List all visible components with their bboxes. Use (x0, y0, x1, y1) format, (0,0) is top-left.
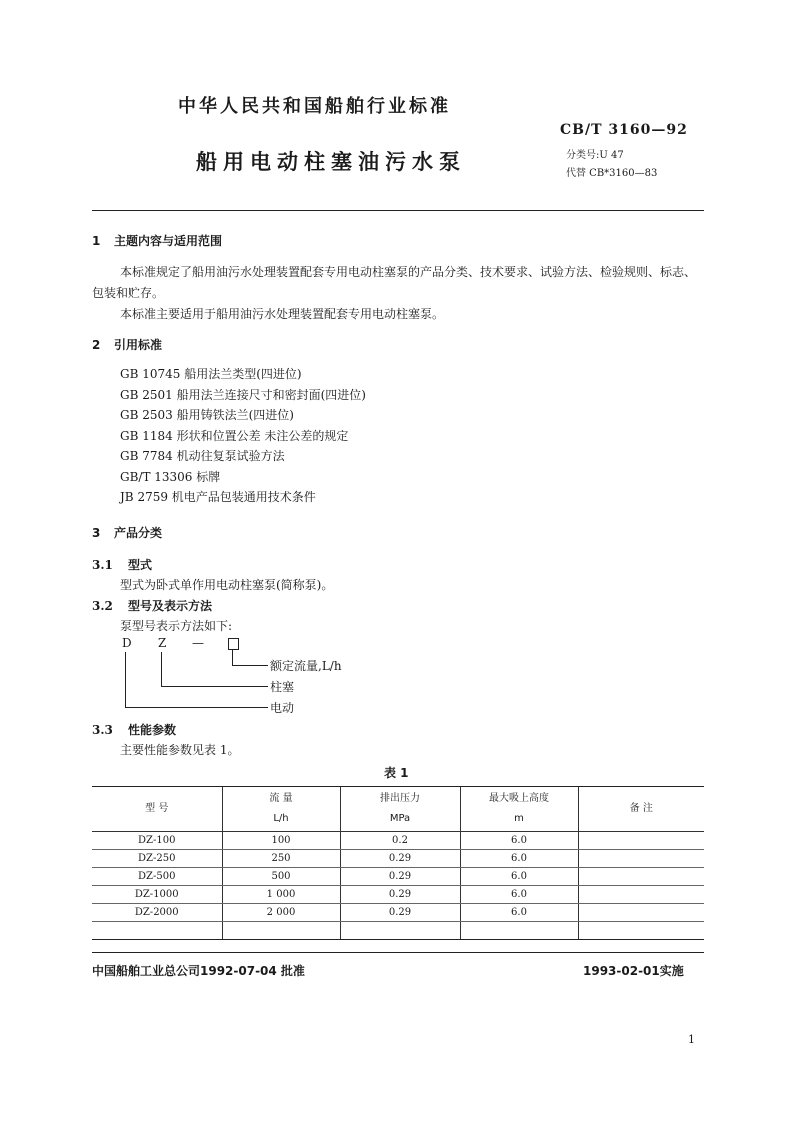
section-number: 3.3 (92, 723, 113, 737)
header-divider (92, 210, 704, 211)
reference-item: JB 2759 机电产品包装通用技术条件 (120, 490, 316, 504)
performance-table (92, 786, 704, 940)
table-row (92, 868, 704, 886)
document-title: 船用电动柱塞油污水泵 (196, 150, 466, 174)
header-model (92, 787, 222, 832)
section-3-3-heading (92, 721, 176, 738)
header-remarks (578, 787, 704, 832)
diagram-connector (125, 707, 268, 708)
cell-suction: 6.0 (460, 886, 578, 904)
section-1-heading (92, 232, 222, 249)
section-3-2-paragraph: 泵型号表示方法如下: (120, 619, 233, 633)
diagram-label-flow: 额定流量,L/h (270, 659, 342, 673)
org-title: 中华人民共和国船舶行业标准 (178, 96, 451, 117)
cell-pressure: 0.29 (340, 868, 460, 886)
header-flow-label: 流 量 (269, 793, 293, 804)
header-model-label: 型 号 (145, 803, 169, 814)
model-designation-diagram (116, 636, 396, 720)
reference-item: GB/T 13306 标牌 (120, 469, 221, 484)
classification-number: 分类号:U 47 (566, 150, 624, 161)
section-title: 型号及表示方法 (128, 599, 213, 613)
cell-remarks (578, 868, 704, 886)
effective-date: 1993-02-01实施 (583, 964, 684, 978)
cell-pressure: 0.29 (340, 886, 460, 904)
spacer-cell (222, 922, 340, 940)
cell-remarks (578, 850, 704, 868)
section-number: 3.1 (92, 558, 113, 572)
footer-divider (92, 952, 704, 953)
diagram-flow-box (228, 638, 239, 650)
section-3-1-heading (92, 556, 152, 573)
table-row (92, 832, 704, 850)
header-pressure-label: 排出压力 (380, 793, 420, 804)
page-number: 1 (688, 1033, 695, 1046)
spacer-cell (340, 922, 460, 940)
section-1-paragraph-2: 本标准主要适用于船用油污水处理装置配套专用电动柱塞泵。 (120, 307, 445, 321)
diagram-dash: — (192, 636, 204, 650)
cell-flow: 1 000 (222, 886, 340, 904)
table-row (92, 886, 704, 904)
cell-flow: 100 (222, 832, 340, 850)
section-title: 性能参数 (128, 723, 177, 737)
header-flow (222, 787, 340, 832)
cell-model: DZ-250 (92, 850, 222, 868)
section-number: 3 (92, 526, 101, 540)
cell-pressure: 0.29 (340, 850, 460, 868)
diagram-label-electric: 电动 (270, 701, 295, 715)
section-3-2-heading (92, 597, 212, 614)
cell-flow: 500 (222, 868, 340, 886)
spacer-cell (460, 922, 578, 940)
diagram-connector (125, 652, 126, 707)
cell-model: DZ-500 (92, 868, 222, 886)
diagram-connector (161, 652, 162, 686)
reference-item: GB 10745 船用法兰类型(四进位) (120, 367, 302, 381)
approval-statement: 中国船舶工业总公司1992-07-04 批准 (92, 964, 305, 978)
cell-model: DZ-2000 (92, 904, 222, 922)
diagram-connector (161, 686, 268, 687)
cell-pressure: 0.2 (340, 832, 460, 850)
diagram-letter-z: Z (158, 636, 167, 650)
cell-flow: 2 000 (222, 904, 340, 922)
header-remarks-label: 备 注 (629, 803, 653, 814)
header-pressure (340, 787, 460, 832)
table-row (92, 904, 704, 922)
diagram-label-plunger: 柱塞 (270, 680, 295, 694)
section-number: 1 (92, 234, 101, 248)
cell-suction: 6.0 (460, 850, 578, 868)
cell-remarks (578, 904, 704, 922)
section-3-1-paragraph: 型式为卧式单作用电动柱塞泵(简称泵)。 (120, 578, 334, 592)
section-3-3-paragraph: 主要性能参数见表 1。 (120, 743, 240, 757)
section-1-paragraph-1: 本标准规定了船用油污水处理装置配套专用电动柱塞泵的产品分类、技术要求、试验方法、检验规则、标志、包装和贮存。 (92, 265, 697, 300)
section-3-heading (92, 524, 162, 541)
cell-suction: 6.0 (460, 868, 578, 886)
spacer-cell (578, 922, 704, 940)
reference-item: GB 1184 形状和位置公差 未注公差的规定 (120, 428, 349, 443)
header-flow-unit: L/h (273, 813, 289, 824)
reference-item: GB 2503 船用铸铁法兰(四进位) (120, 408, 294, 422)
section-title: 型式 (128, 558, 153, 572)
header-suction-label: 最大吸上高度 (489, 793, 549, 804)
section-number: 2 (92, 338, 101, 352)
header-suction-unit: m (514, 813, 524, 824)
section-title: 主题内容与适用范围 (114, 234, 223, 248)
reference-list (120, 364, 366, 508)
cell-suction: 6.0 (460, 904, 578, 922)
table-header-row (92, 787, 704, 832)
standard-code: CB/T 3160—92 (560, 122, 688, 138)
section-number: 3.2 (92, 599, 113, 613)
diagram-letter-d: D (122, 636, 132, 650)
diagram-connector (232, 665, 268, 666)
section-2-heading (92, 336, 162, 353)
header-suction (460, 787, 578, 832)
header-pressure-unit: MPa (389, 813, 411, 824)
cell-model: DZ-100 (92, 832, 222, 850)
table-caption: 表 1 (384, 766, 409, 780)
reference-item: GB 2501 船用法兰连接尺寸和密封面(四进位) (120, 387, 366, 402)
cell-model: DZ-1000 (92, 886, 222, 904)
cell-remarks (578, 832, 704, 850)
cell-remarks (578, 886, 704, 904)
section-title: 产品分类 (114, 526, 163, 540)
diagram-connector (232, 649, 233, 665)
replaces-standard: 代替 CB*3160—83 (566, 168, 658, 179)
table-bottom-spacer (92, 922, 704, 940)
cell-pressure: 0.29 (340, 904, 460, 922)
spacer-cell (92, 922, 222, 940)
cell-flow: 250 (222, 850, 340, 868)
section-title: 引用标准 (114, 338, 163, 352)
reference-item: GB 7784 机动往复泵试验方法 (120, 449, 285, 463)
cell-suction: 6.0 (460, 832, 578, 850)
table-row (92, 850, 704, 868)
